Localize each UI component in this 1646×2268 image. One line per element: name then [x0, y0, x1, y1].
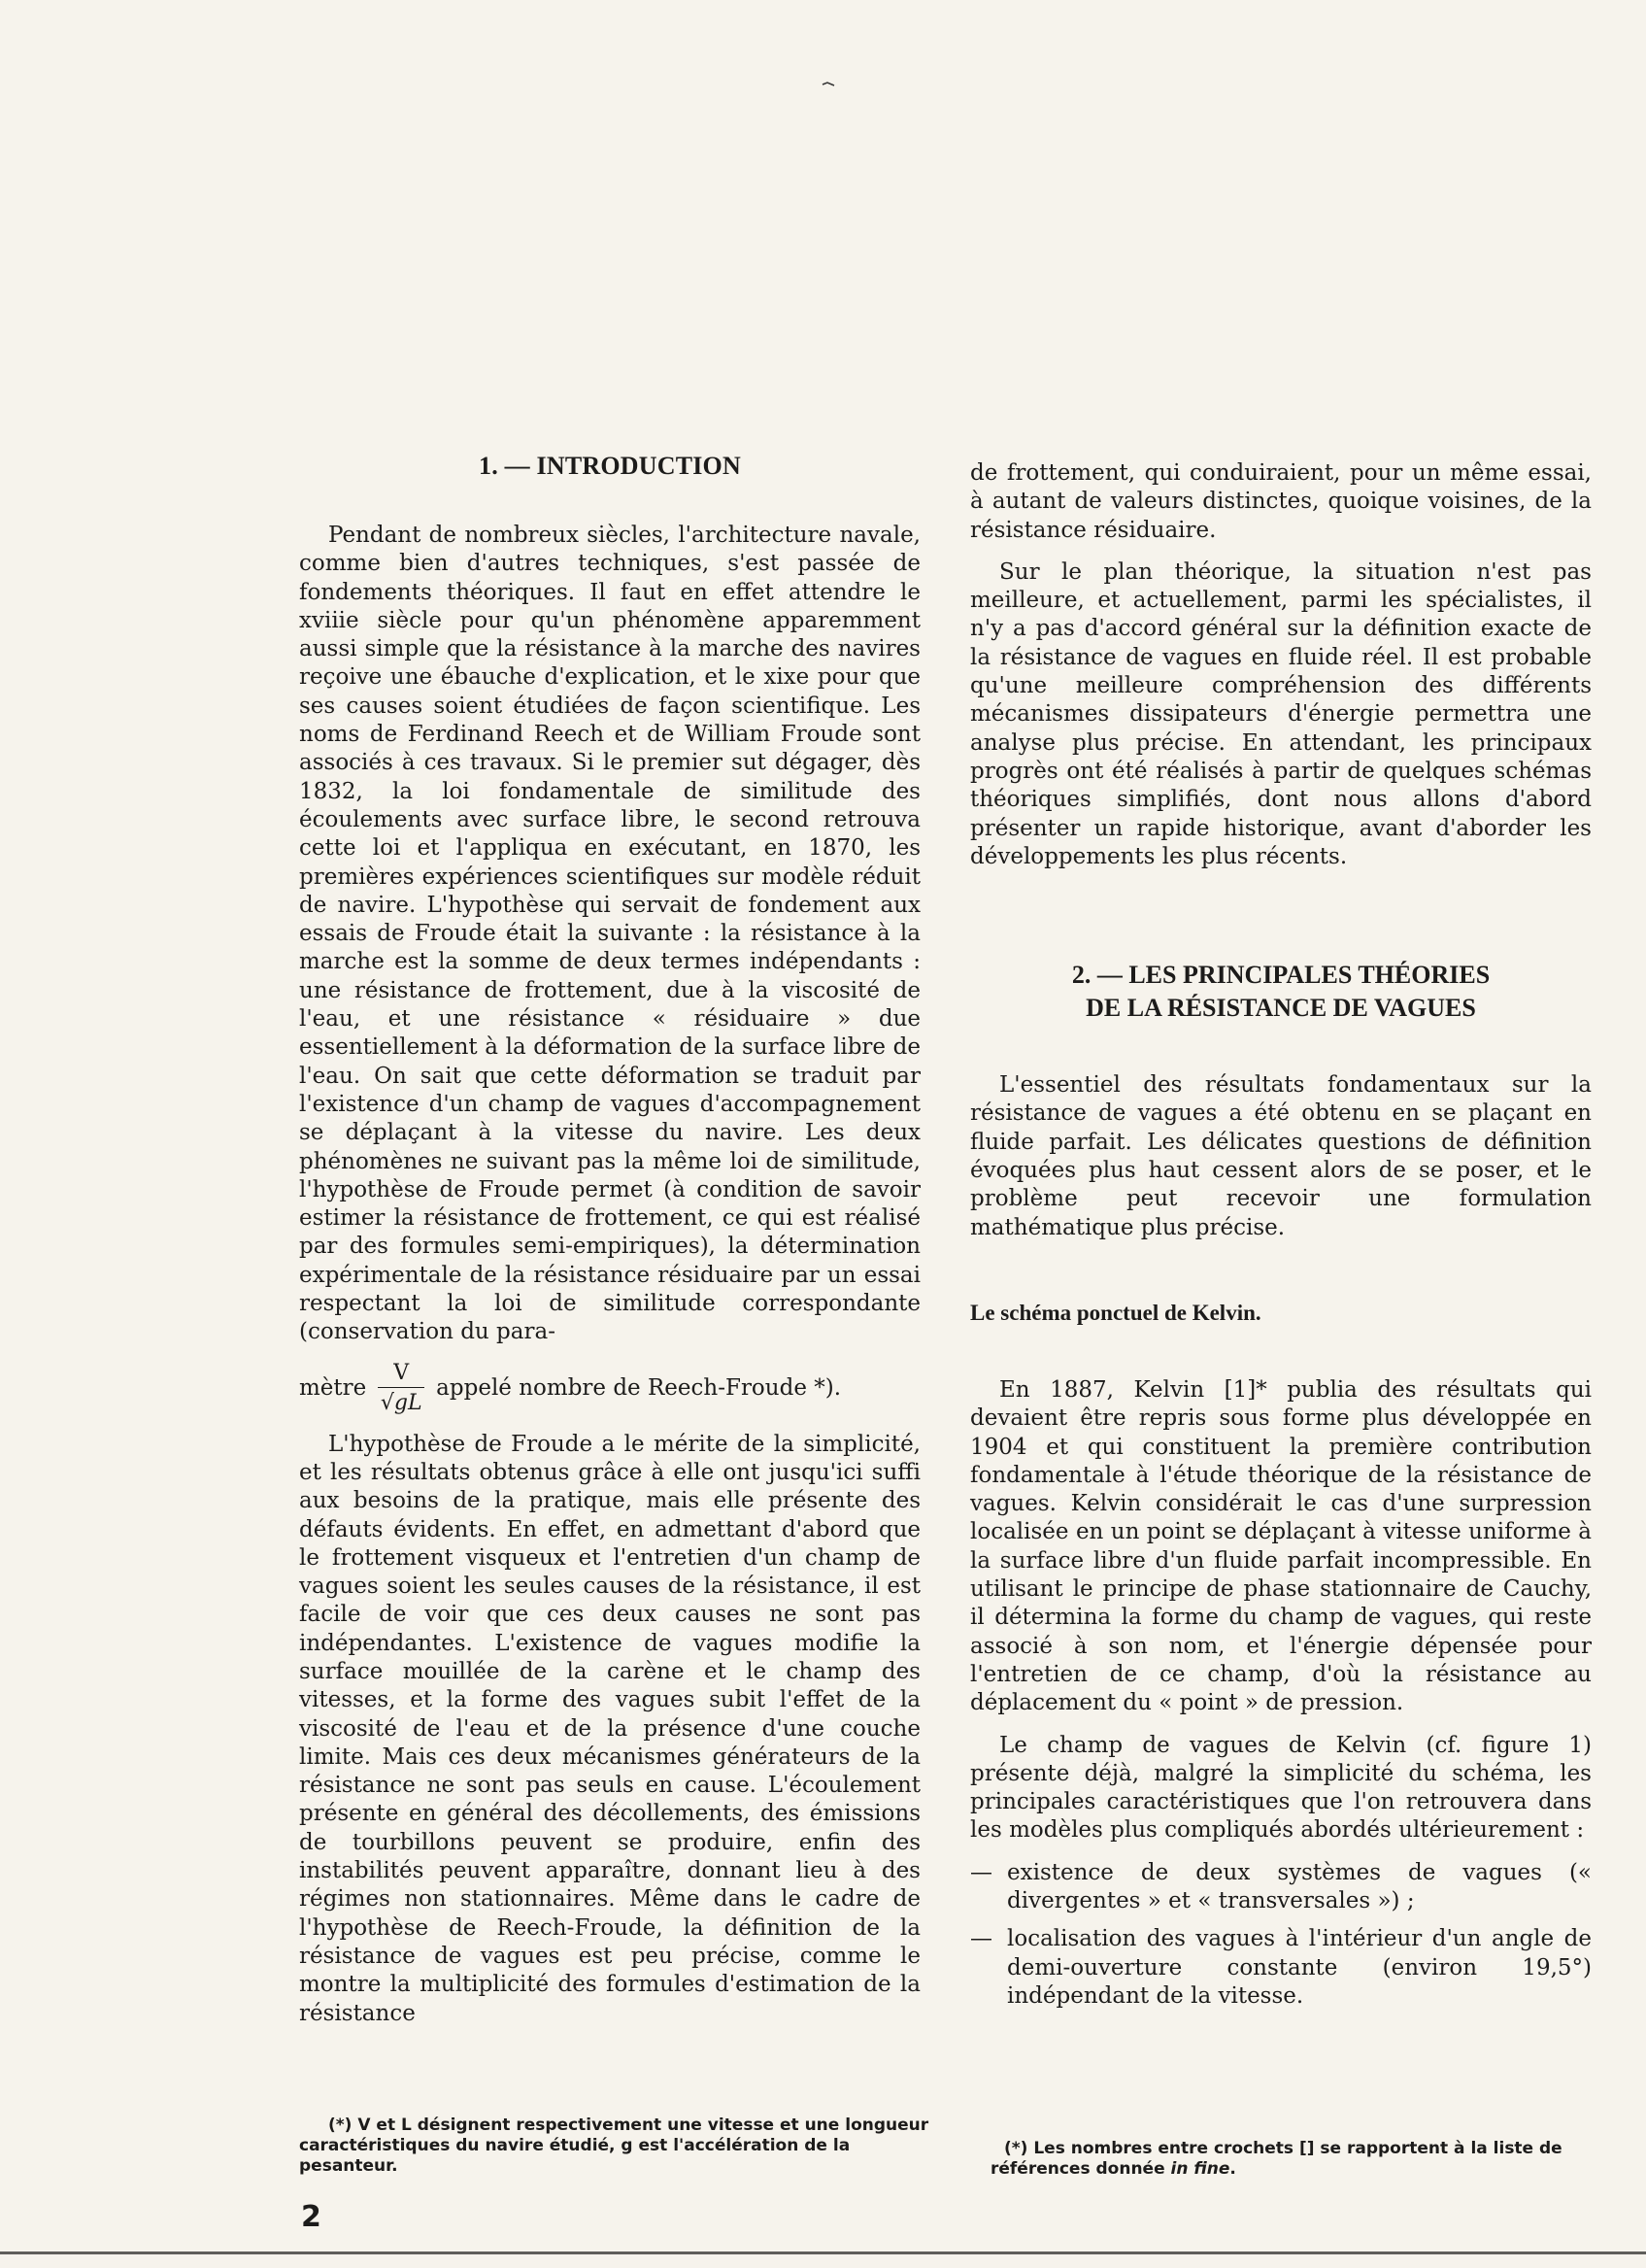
- fraction-denominator: √gL: [380, 1390, 422, 1415]
- footnote-right: [991, 2139, 1604, 2180]
- section-2-heading: [970, 959, 1592, 1025]
- section-2-heading-line-2: DE LA RÉSISTANCE DE VAGUES: [1086, 994, 1476, 1023]
- section-1-paragraph-3: Sur le plan théorique, la situation n'est pas meilleure, et actuellement, parmi les spécialistes, il n'y a pas d'accord général sur la définition exacte de la résistance de vagues en fluide réel. Il est probable qu'une meilleure compréhension des différents mécanismes dissipateurs d'énergie permettra une analyse plus précise. En attendant, les principaux progrès ont été réalisés à partir de quelques schémas théoriques simplifiés, dont nous allons d'abord présenter un rapide historique, avant d'aborder les développements les plus récents.: [970, 559, 1592, 869]
- footnote-right-text: (*) Les nombres entre crochets [] se rapportent à la liste de références donnée: [991, 2139, 1562, 2179]
- footnote-right-end: .: [1229, 2159, 1236, 2179]
- list-dash: —: [970, 1859, 992, 1885]
- froude-fraction: [378, 1361, 424, 1415]
- footnote-left: (*) V et L désignent respectivement une vitesse et une longueur caractéristiques du navire étudié, g est l'accélération de la pesanteur.: [299, 2116, 929, 2176]
- section-2-paragraph-2: En 1887, Kelvin [1]* publia des résultats qui devaient être repris sous forme plus développée en 1904 et qui constituent la première contribution fondamentale à l'étude théorique de la résistance de vagues. Kelvin considérait le cas d'une surpression localisée en un point se déplaçant à vitesse uniforme à la surface libre d'un fluide parfait incompressible. En utilisant le principe de phase stationnaire de Cauchy, il détermina la forme du champ de vagues, qui reste associé à son nom, et l'énergie dépensée pour l'entretien de ce champ, d'où la résistance au déplacement du « point » de pression.: [970, 1376, 1592, 1716]
- formula-suffix: appelé nombre de Reech-Froude *).: [436, 1374, 842, 1401]
- fraction-numerator: V: [378, 1361, 424, 1388]
- list-item-text: localisation des vagues à l'intérieur d'un angle de demi-ouverture constante (environ 19,5°) indépendant de la vitesse.: [1007, 1926, 1592, 2009]
- list-dash: —: [970, 1926, 992, 1952]
- scan-mark-icon: [822, 82, 835, 87]
- footnote-right-italic: in fine: [1170, 2159, 1230, 2179]
- kelvin-subheading: Le schéma ponctuel de Kelvin.: [970, 1300, 1261, 1325]
- section-1-paragraph-1: Pendant de nombreux siècles, l'architecture navale, comme bien d'autres techniques, s'est passée de fondements théoriques. Il faut en effet attendre le xviiie siècle pour qu'un phénomène apparemment aussi simple que la résistance à la marche des navires reçoive une ébauche d'explication, et le xixe pour que ses causes soient étudiées de façon scientifique. Les noms de Ferdinand Reech et de William Froude sont associés à ces travaux. Si le premier sut dégager, dès 1832, la loi fondamentale de similitude des écoulements avec surface libre, le second retrouva cette loi et l'appliqua en exécutant, en 1870, les premières expériences scientifiques sur modèle réduit de navire. L'hypothèse qui servait de fondement aux essais de Froude était la suivante : la résistance à la marche est la somme de deux termes indépendants : une résistance de frottement, due à la viscosité de l'eau, et une résistance « résiduaire » due essentiellement à la déformation de la surface libre de l'eau. On sait que cette déformation se traduit par l'existence d'un champ de vagues d'accompagnement se déplaçant à la vitesse du navire. Les deux phénomènes ne suivant pas la même loi de similitude, l'hypothèse de Froude permet (à condition de savoir estimer la résistance de frottement, ce qui est réalisé par des formules semi-empiriques), la détermination expérimentale de la résistance résiduaire par un essai respectant la loi de similitude correspondante (conservation du para-: [299, 523, 921, 1345]
- section-2-paragraph-1: L'essentiel des résultats fondamentaux sur la résistance de vagues a été obtenu en se plaçant en fluide parfait. Les délicates questions de définition évoquées plus haut cessent alors de se poser, et le problème peut recevoir une formulation mathématique plus précise.: [970, 1072, 1592, 1240]
- list-item-text: existence de deux systèmes de vagues (« divergentes » et « transversales ») ;: [1007, 1859, 1592, 1913]
- right-column: [970, 459, 1592, 2020]
- page-number: 2: [301, 2200, 321, 2234]
- bottom-border: [0, 2251, 1646, 2254]
- formula-prefix: mètre: [299, 1374, 367, 1401]
- list-item: [970, 1859, 1592, 1916]
- reech-froude-formula: [299, 1361, 921, 1415]
- section-1-paragraph-2: L'hypothèse de Froude a le mérite de la simplicité, et les résultats obtenus grâce à elle ont jusqu'ici suffi aux besoins de la pratique, mais elle présente des défauts évidents. En effet, en admettant d'abord que le frottement visqueux et l'entretien d'un champ de vagues soient les seules causes de la résistance, il est facile de voir que ces deux causes ne sont pas indépendantes. L'existence de vagues modifie la surface mouillée de la carène et le champ des vitesses, et la forme des vagues subit l'effet de la viscosité de l'eau et de la présence d'une couche limite. Mais ces deux mécanismes générateurs de la résistance ne sont pas seuls en cause. L'écoulement présente en général des décollements, des émissions de tourbillons peuvent se produire, enfin des instabilités peuvent apparaître, donnant lieu à des régimes non stationnaires. Même dans le cadre de l'hypothèse de Reech-Froude, la définition de la résistance de vagues est peu précise, comme le montre la multiplicité des formules d'estimation de la résistance: [299, 1431, 921, 2026]
- list-item: [970, 1925, 1592, 2011]
- section-2-heading-line-1: 2. — LES PRINCIPALES THÉORIES: [1071, 961, 1491, 990]
- section-1-continuation: de frottement, qui conduiraient, pour un même essai, à autant de valeurs distinctes, quoique voisines, de la résistance résiduaire.: [970, 460, 1592, 543]
- section-2-paragraph-3: Le champ de vagues de Kelvin (cf. figure 1) présente déjà, malgré la simplicité du schéma, les principales caractéristiques que l'on retrouvera dans les modèles plus compliqués abordés ultérieurement :: [970, 1732, 1592, 1844]
- left-column: [299, 452, 921, 2042]
- section-1-heading: 1. — INTRODUCTION: [479, 452, 741, 480]
